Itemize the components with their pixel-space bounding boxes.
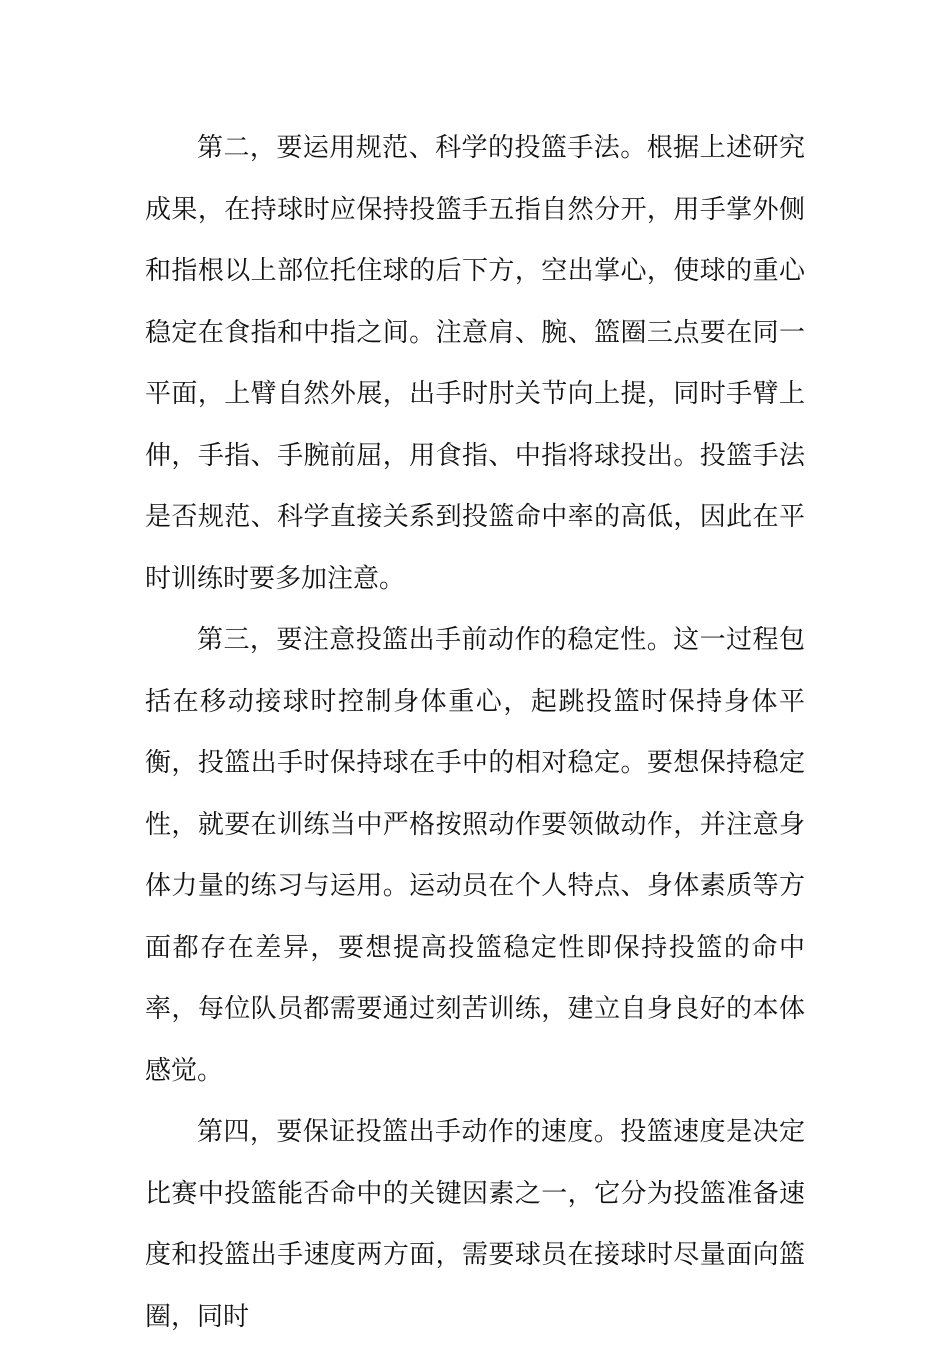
paragraph-shooting-technique: 第二，要运用规范、科学的投篮手法。根据上述研究成果，在持球时应保持投篮手五指自然分开，用手掌外侧和指根以上部位托住球的后下方，空出掌心，使球的重心稳定在食指和中指之间。注意肩、腕、篮圈三点要在同一平面，上臂自然外展，出手时肘关节向上提，同时手臂上伸，手指、手腕前屈，用食指、中指将球投出。投篮手法是否规范、科学直接关系到投篮命中率的高低，因此在平时训练时要多加注意。 (145, 133, 805, 594)
document-body (145, 118, 805, 1348)
paragraph-speed: 第四，要保证投篮出手动作的速度。投篮速度是决定比赛中投篮能否命中的关键因素之一，它分为投篮准备速度和投篮出手速度两方面，需要球员在接球时尽量面向篮圈，同时 (145, 1117, 805, 1332)
paragraph-stability: 第三，要注意投篮出手前动作的稳定性。这一过程包括在移动接球时控制身体重心，起跳投篮时保持身体平衡，投篮出手时保持球在手中的相对稳定。要想保持稳定性，就要在训练当中严格按照动作要领做动作，并注意身体力量的练习与运用。运动员在个人特点、身体素质等方面都存在差异，要想提高投篮稳定性即保持投篮的命中率，每位队员都需要通过刻苦训练，建立自身良好的本体感觉。 (145, 625, 805, 1086)
